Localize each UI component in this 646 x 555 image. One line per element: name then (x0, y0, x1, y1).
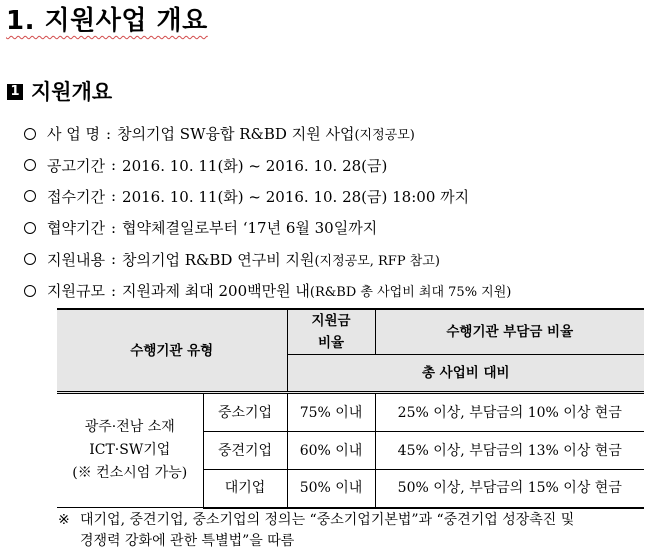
footnote-text-line2: 경쟁력 강화에 관한 특별법”을 따름 (80, 533, 295, 549)
subsection-heading (7, 78, 112, 106)
group-label-line1: 광주·전남 소재 (84, 419, 175, 435)
cell-burden-ratio: 45% 이상, 부담금의 13% 이상 현금 (375, 432, 644, 470)
cell-burden-ratio: 25% 이상, 부담금의 10% 이상 현금 (375, 393, 644, 432)
cell-org-type: 대기업 (203, 470, 287, 508)
footnote (58, 510, 643, 552)
colon-separator: : (110, 187, 117, 206)
item-note: (지정공모) (354, 128, 415, 144)
header-cell-ratio (287, 309, 375, 355)
list-item-support-content (24, 244, 644, 275)
colon-separator: : (110, 156, 117, 175)
cell-support-ratio: 50% 이내 (287, 470, 375, 508)
subsection-title: 지원개요 (31, 80, 113, 104)
reference-mark: ※ (58, 512, 70, 528)
cell-org-type: 중견기업 (203, 432, 287, 470)
header-ratio-line2: 비율 (317, 335, 345, 351)
circle-bullet-icon (24, 222, 36, 234)
circle-bullet-icon (24, 128, 36, 140)
list-item-support-scale (24, 275, 644, 306)
cell-support-ratio: 75% 이내 (287, 393, 375, 432)
cell-burden-ratio: 50% 이상, 부담금의 15% 이상 현금 (375, 470, 644, 508)
overview-list (24, 118, 644, 306)
section-title (6, 4, 208, 38)
header-cell-burden-sub: 총 사업비 대비 (287, 355, 644, 393)
item-label: 접수기간 (47, 187, 105, 206)
group-label-line3: (※ 컨소시엄 가능) (72, 465, 188, 481)
footnote-line1 (58, 510, 643, 531)
colon-separator: : (110, 250, 117, 269)
circle-bullet-icon (24, 253, 36, 265)
section-title-text: 1. 지원사업 개요 (6, 6, 208, 36)
list-item-business-name (24, 118, 644, 149)
circle-bullet-icon (24, 159, 36, 171)
cell-org-type: 중소기업 (203, 393, 287, 432)
item-value: 2016. 10. 11(화) ~ 2016. 10. 28(금) (122, 156, 388, 175)
group-label-cell (57, 393, 203, 508)
list-item-announcement-period (24, 149, 644, 180)
table-header-row (57, 309, 644, 355)
item-note: (지정공모, RFP 참고) (314, 253, 440, 269)
item-label: 지원규모 (47, 282, 105, 301)
subsection-number-box: 1 (7, 84, 23, 100)
header-cell-burden: 수행기관 부담금 비율 (375, 309, 644, 355)
list-item-agreement-period (24, 212, 644, 243)
header-cell-type: 수행기관 유형 (57, 309, 287, 393)
item-label: 지원내용 (47, 250, 105, 269)
footnote-text-line1: 대기업, 중견기업, 중소기업의 정의는 “중소기업기본법”과 “중견기업 성장촉진 및 (80, 512, 575, 528)
item-value: 협약체결일로부터 ‘17년 6월 30일까지 (122, 219, 378, 238)
colon-separator: : (110, 281, 117, 300)
item-label: 협약기간 (47, 219, 105, 238)
item-label: 공고기간 (47, 156, 105, 175)
item-value: 지원과제 최대 200백만원 내 (122, 282, 310, 301)
list-item-submission-period (24, 181, 644, 212)
header-ratio-line1: 지원금 (311, 313, 351, 329)
colon-separator: : (106, 124, 112, 143)
circle-bullet-icon (24, 285, 36, 297)
item-label: 사 업 명 (47, 125, 101, 144)
item-value: 2016. 10. 11(화) ~ 2016. 10. 28(금) 18:00 까지 (122, 187, 470, 206)
circle-bullet-icon (24, 190, 36, 202)
item-note: (R&BD 총 사업비 최대 75% 지원) (309, 285, 512, 301)
item-value: 창의기업 SW융합 R&BD 지원 사업 (117, 125, 355, 144)
support-ratio-table (57, 308, 644, 509)
colon-separator: : (110, 218, 117, 237)
item-value: 창의기업 R&BD 연구비 지원 (122, 250, 315, 269)
group-label-line2: ICT·SW기업 (89, 442, 171, 458)
table-row (57, 393, 644, 432)
cell-support-ratio: 60% 이내 (287, 432, 375, 470)
